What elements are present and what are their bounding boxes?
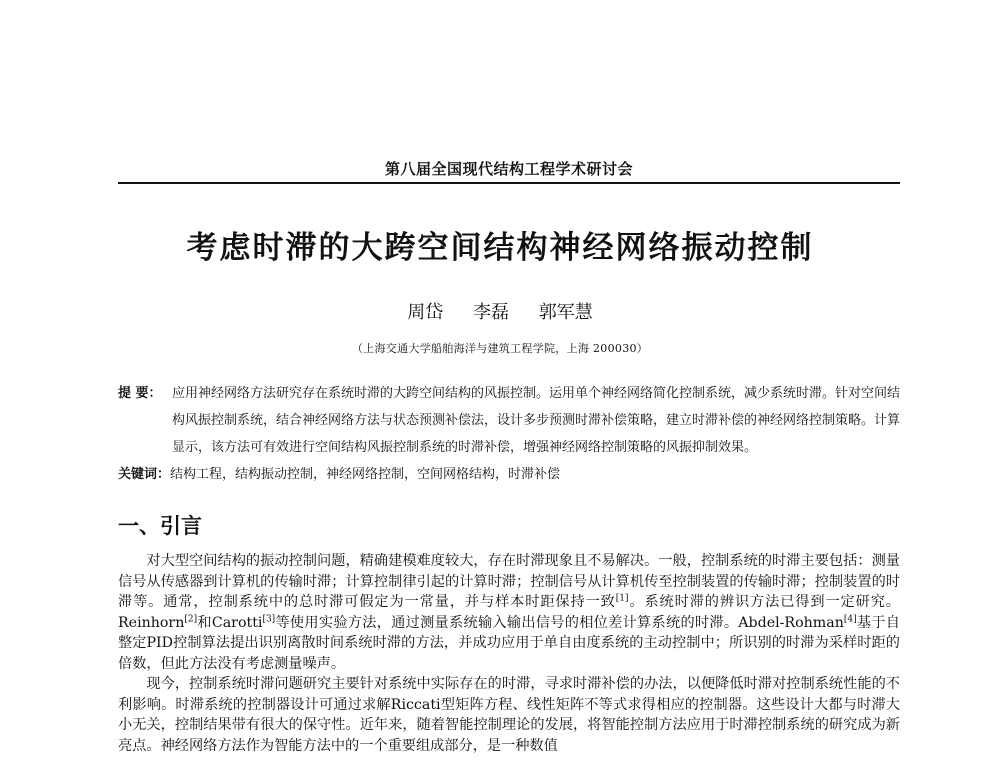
paragraph-text: 对大型空间结构的振动控制问题，精确建模难度较大，存在时滞现象且不易解决。一般，控制系统的时滞主要包括：测量信号从传感器到计算机的传输时滞；计算控制律引起的计算时滞；控制信号从计算机传至控制装置的传输时滞；控制装置的时滞等。通常，控制系统中的总时滞可假定为一常量，并与样本时距保持一致 — [118, 553, 900, 610]
paper-title: 考虑时滞的大跨空间结构神经网络振动控制 — [186, 230, 814, 266]
abstract-label: 提 要： — [118, 386, 162, 401]
affiliation: （上海交通大学船舶海洋与建筑工程学院，上海 200030） — [351, 342, 649, 355]
author-name: 周岱 — [407, 302, 444, 323]
author-name: 李磊 — [473, 302, 509, 323]
abstract-text: 应用神经网络方法研究存在系统时滞的大跨空间结构的风振控制。运用单个神经网络简化控制系统，减少系统时滞。针对空间结构风振控制系统，结合神经网络方法与状态预测补偿法，设计多步预测时滞补偿策略，建立时滞补偿的神经网络控制策略。计算显示，该方法可有效进行空间结构风振控制系统的时滞补偿，增强神经网络控制策略的风振抑制效果。 — [172, 386, 901, 455]
section-heading: 一、引言 — [118, 514, 202, 538]
running-head: 第八届全国现代结构工程学术研讨会 — [384, 160, 633, 178]
header-rule — [118, 182, 900, 184]
paragraph-text: 和Carotti — [197, 614, 263, 631]
citation[interactable]: [3] — [262, 613, 276, 624]
citation[interactable]: [2] — [184, 613, 198, 624]
paragraph-text: 。系统时滞的辨识方法已得到一定研究。Reinhorn — [118, 594, 900, 631]
paragraph-text: 基于自整定PID控制算法提出识别离散时间系统时滞的方法，并成功应用于单自由度系统的主动控制中；所识别的时滞为采样时距的倍数，但此方法没有考虑测量噪声。 — [118, 614, 900, 672]
author-list — [0, 298, 1000, 324]
keywords — [118, 463, 908, 482]
keywords-label: 关键词： — [118, 467, 171, 482]
paragraph-text: 等使用实验方法，通过测量系统输入输出信号的相位差计算系统的时滞。Abdel-Rohman — [275, 614, 844, 631]
paragraph: 现今，控制系统时滞问题研究主要针对系统中实际存在的时滞，寻求时滞补偿的办法，以便降低时滞对控制系统性能的不利影响。时滞系统的控制器设计可通过求解Riccati型矩阵方程、线性矩阵不等式求得相应的控制器。这些设计大都与时滞大小无关，控制结果带有很大的保守性。近年来，随着智能控制理论的发展，将智能控制方法应用于时滞控制系统的研究成为新亮点。神经网络方法作为智能方法中的一个重要组成部分，是一种数值 — [118, 676, 900, 754]
body-text — [118, 551, 900, 756]
author-name: 郭军慧 — [538, 302, 593, 323]
keywords-text: 结构工程，结构振动控制，神经网络控制，空间网格结构，时滞补偿 — [170, 467, 561, 482]
paragraph — [118, 551, 900, 674]
citation[interactable]: [4] — [843, 613, 857, 624]
citation[interactable]: [1] — [615, 593, 629, 604]
abstract — [118, 380, 908, 461]
